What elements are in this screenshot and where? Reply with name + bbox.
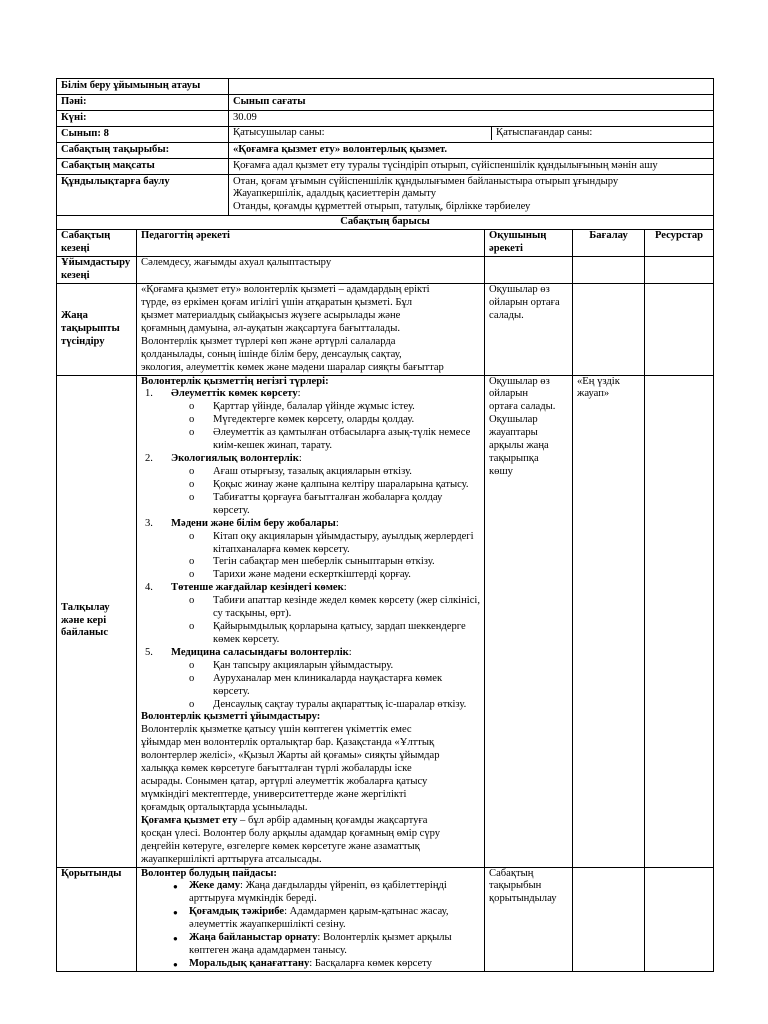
sub-list	[189, 401, 480, 453]
volunteer-type-item	[145, 647, 480, 712]
list-item: o Тегін сабақтар мен шеберлік сыныптарын өткізу.	[189, 556, 480, 569]
text-line: Оқушылар өз	[489, 375, 550, 387]
text-line: түрде, өз еркімен қоғам игілігі үшін атқаратын қызметі. Бұл	[141, 296, 413, 308]
progress-table	[56, 215, 714, 972]
service-bold: Қоғамға қызмет ету	[141, 814, 238, 826]
date-value: 30.09	[229, 110, 714, 126]
list-item: o Ағаш отырғызу, тазалық акцияларын өткізу.	[189, 466, 480, 479]
class-row	[57, 126, 714, 142]
volunteer-types-list	[141, 388, 480, 711]
col-student-header: Оқушының әрекеті	[485, 230, 573, 257]
types-title: Волонтерлік қызметтің негізгі түрлері:	[141, 375, 329, 387]
text-line: Сабақтың	[489, 867, 534, 879]
header-table	[56, 78, 714, 216]
separator: :	[335, 517, 339, 529]
volunteer-type-item	[145, 388, 480, 453]
stage-label: Талқылау және кері байланыс	[57, 375, 137, 867]
benefit-title: Жеке даму	[189, 880, 240, 892]
topic-row	[57, 142, 714, 158]
student-action	[485, 375, 573, 867]
volunteer-type-title: Медицина саласындағы волонтерлік	[171, 646, 349, 658]
list-item: o Мүгедектерге көмек көрсету, оларды қолдау.	[189, 414, 480, 427]
text-line: Оқушылар	[489, 414, 538, 426]
text-line: қолданылады, соның ішінде білім беру, денсаулық сақтау,	[141, 348, 402, 360]
values-content	[229, 174, 714, 216]
list-number: 2.	[145, 453, 153, 465]
text-line: көшу	[489, 465, 513, 477]
col-teacher-header: Педагогтің әрекеті	[137, 230, 485, 257]
list-item	[173, 932, 480, 958]
text-line: Волонтерлік қызмет түрлері көп және әртүрлі салаларда	[141, 335, 396, 347]
subject-value: Сынып сағаты	[229, 94, 714, 110]
values-line: Отанды, қоғамды құрметтей отырып, татулық, бірлікке тәрбиелеу	[233, 201, 531, 213]
volunteer-type-title: Әлеуметтік көмек көрсету	[171, 388, 298, 400]
date-row	[57, 110, 714, 126]
volunteer-type-title: Мәдени және білім беру жобалары	[171, 517, 336, 529]
text-line: қоғамның дамуына, әл-ауқатын жақсартуға бағытталады.	[141, 322, 401, 334]
org-label: Білім беру ұйымының атауы	[57, 79, 229, 95]
date-label: Күні:	[57, 110, 229, 126]
separator: :	[297, 388, 301, 400]
benefits-title: Волонтер болудың пайдасы:	[141, 867, 277, 879]
benefit-text: : Адамдармен қарым-қатынас жасау, әлеуметтік жауапкершілікті сезіну.	[189, 906, 449, 931]
lesson-plan-document	[56, 78, 713, 972]
class-label: Сынып: 8	[57, 126, 229, 142]
org-value	[229, 79, 714, 95]
volunteer-type-item	[145, 453, 480, 518]
separator: :	[348, 646, 352, 658]
values-line: Отан, қоғам ұғымын сүйіспеншілік құндылығымен байланыстыра отырып ұғындыру	[233, 175, 619, 187]
text-line	[141, 815, 480, 828]
volunteer-type-item	[145, 518, 480, 583]
list-item: o Қоқыс жинау және қалпына келтіру шараларына қатысу.	[189, 479, 480, 492]
benefit-title: Жаңа байланыстар орнату	[189, 932, 318, 944]
text-line: қызмет материалдық сыйақысыз жүзеге асырылады және	[141, 309, 401, 321]
org-stage-row	[57, 257, 714, 284]
list-number: 5.	[145, 646, 153, 658]
values-line: Жауапкершілік, адалдық қасиеттерін дамыту	[233, 188, 437, 200]
resources-cell	[645, 257, 714, 284]
benefit-text: : Жаңа дағдыларды үйреніп, өз қабілеттеріңді арттыруға мүмкіндік береді.	[189, 880, 447, 905]
list-item	[173, 880, 480, 906]
goal-value: Қоғамға адал қызмет ету туралы түсіндіріп отырып, сүйіспеншілік құндылығының мәнін ашу	[229, 158, 714, 174]
goal-row	[57, 158, 714, 174]
text-line: қосқан үлесі. Волонтер болу арқылы адамдар қоғамның өмір сүру	[141, 827, 441, 839]
text-line: асырады. Сонымен қатар, әртүрлі әлеуметтік жобаларға қатысу	[141, 776, 428, 788]
topic-value: «Қоғамға қызмет ету» волонтерлық қызмет.	[229, 142, 714, 158]
list-item: o Денсаулық сақтау туралы ақпараттық іс-шаралар өткізу.	[189, 699, 480, 712]
benefit-title: Қоғамдық тәжірибе	[189, 906, 285, 918]
text-line: тақырыбын	[489, 880, 542, 892]
list-item: o Қайырымдылық қорларына қатысу, зардап шеккендерге көмек көрсету.	[189, 621, 480, 647]
sub-list	[189, 531, 480, 583]
list-item: o Табиғи апаттар кезінде жедел көмек көрсету (жер сілкінісі, су тасқыны, өрт).	[189, 595, 480, 621]
text-line: қорытындылау	[489, 893, 557, 905]
list-item: o Қан тапсыру акцияларын ұйымдастыру.	[189, 660, 480, 673]
text-line: деңгейін көтеруге, өзгелерге көмек көрсетуге және азаматтық	[141, 840, 420, 852]
text-line: ұйымдар мен волонтерлік орталықтар бар. Қазақстанда «Ұлттық	[141, 737, 435, 749]
volunteer-type-title: Төтенше жағдайлар кезіндегі көмек	[171, 582, 344, 594]
benefits-list	[173, 880, 480, 970]
present-label: Қатысушылар саны:	[233, 126, 325, 138]
sub-list	[189, 466, 480, 518]
list-number: 4.	[145, 582, 153, 594]
summary-row	[57, 867, 714, 971]
attendance-cell	[229, 126, 714, 142]
stage-label: Жаңа тақырыпты түсіндіру	[57, 284, 137, 375]
benefit-title: Моральдық қанағаттану	[189, 958, 310, 969]
list-number: 1.	[145, 388, 153, 400]
assessment-cell	[573, 257, 645, 284]
list-number: 3.	[145, 517, 153, 529]
col-assessment-header: Бағалау	[573, 230, 645, 257]
assessment-cell	[573, 867, 645, 971]
text-line: Волонтерлік қызметке қатысу үшін көптеген үкіметтік емес	[141, 724, 412, 736]
subject-row	[57, 94, 714, 110]
text-line: ортаға салады.	[489, 401, 556, 413]
text-line: жауаптары	[489, 427, 538, 439]
text-line: волонтерлер желісі», «Қызыл Жарты ай қоғамы» сияқты ұйымдар	[141, 750, 440, 762]
sub-list	[189, 595, 480, 647]
list-item: o Тарихи және мәдени ескерткіштерді қорғау.	[189, 569, 480, 582]
list-item	[173, 906, 480, 932]
text-line: экология, әлеуметтік көмек және мәдени шаралар сияқты бағыттар	[141, 361, 444, 373]
assessment-cell	[573, 284, 645, 375]
list-item: o Ауруханалар мен клиникаларда науқастарға көмек көрсету.	[189, 673, 480, 699]
teacher-action	[137, 284, 485, 375]
progress-title-row	[57, 216, 714, 230]
resources-cell	[645, 867, 714, 971]
text-line: қоғамдық орталықтарда ұсынылады.	[141, 801, 308, 813]
sub-list	[189, 660, 480, 712]
student-action: Оқушылар өз ойларын ортаға салады.	[485, 284, 573, 375]
benefit-text: : Волонтерлік қызмет арқылы көптеген жаңа адамдармен танысу.	[189, 932, 452, 957]
progress-title: Сабақтың барысы	[57, 216, 714, 230]
volunteer-type-item	[145, 582, 480, 647]
list-item: o Кітап оқу акцияларын ұйымдастыру, ауылдық жерлердегі кітапханаларға көмек көрсету.	[189, 531, 480, 557]
teacher-action: Сәлемдесу, жағымды ахуал қалыптастыру	[137, 257, 485, 284]
resources-cell	[645, 284, 714, 375]
text-line: ойларын	[489, 388, 529, 400]
text-line: халыққа көмек көрсетуге бағытталған түрлі жобаларды іске	[141, 763, 412, 775]
column-header-row	[57, 230, 714, 257]
org-row	[57, 79, 714, 95]
text-line: тақырыпқа	[489, 453, 539, 465]
benefit-text: : Басқаларға көмек көрсету	[309, 958, 432, 969]
teacher-action	[137, 867, 485, 971]
student-action	[485, 257, 573, 284]
text-line: арқылы жаңа	[489, 440, 549, 452]
resources-cell	[645, 375, 714, 867]
separator: :	[298, 453, 302, 465]
list-item: o Қарттар үйінде, балалар үйінде жұмыс істеу.	[189, 401, 480, 414]
new-topic-row	[57, 284, 714, 375]
stage-label: Қорытынды	[57, 867, 137, 971]
absent-label: Қатыспағандар саны:	[491, 127, 713, 140]
text-line: «Ең үздік	[577, 375, 620, 387]
list-item	[173, 958, 480, 971]
teacher-action	[137, 375, 485, 867]
col-stage-header: Сабақтың кезеңі	[57, 230, 137, 257]
text-line: жауапкершілікті арттыруға атсалысады.	[141, 853, 322, 865]
separator: :	[343, 582, 347, 594]
text-line: жауап»	[577, 388, 610, 400]
values-row	[57, 174, 714, 216]
col-resources-header: Ресурстар	[645, 230, 714, 257]
values-label: Құндылықтарға баулу	[57, 174, 229, 216]
student-action	[485, 867, 573, 971]
stage-label: Ұйымдастыру кезеңі	[57, 257, 137, 284]
assessment-cell	[573, 375, 645, 867]
organize-title: Волонтерлік қызметті ұйымдастыру:	[141, 711, 321, 723]
text-line: «Қоғамға қызмет ету» волонтерлік қызметі – адамдардың ерікті	[141, 284, 430, 296]
text-line: мүмкіндігі мектептерде, университеттерде және жергілікті	[141, 789, 407, 801]
goal-label: Сабақтың мақсаты	[57, 158, 229, 174]
list-item: o Әлеуметтік аз қамтылған отбасыларға азық-түлік немесе киім-кешек жинап, тарату.	[189, 427, 480, 453]
service-text: – бұл әрбір адамның қоғамды жақсартуға	[237, 814, 428, 826]
volunteer-type-title: Экологиялық волонтерлік	[171, 453, 299, 465]
subject-label: Пәні:	[57, 94, 229, 110]
list-item: o Табиғатты қорғауға бағытталған жобаларға қолдау көрсету.	[189, 492, 480, 518]
discussion-row	[57, 375, 714, 867]
topic-label: Сабақтың тақырыбы:	[57, 142, 229, 158]
